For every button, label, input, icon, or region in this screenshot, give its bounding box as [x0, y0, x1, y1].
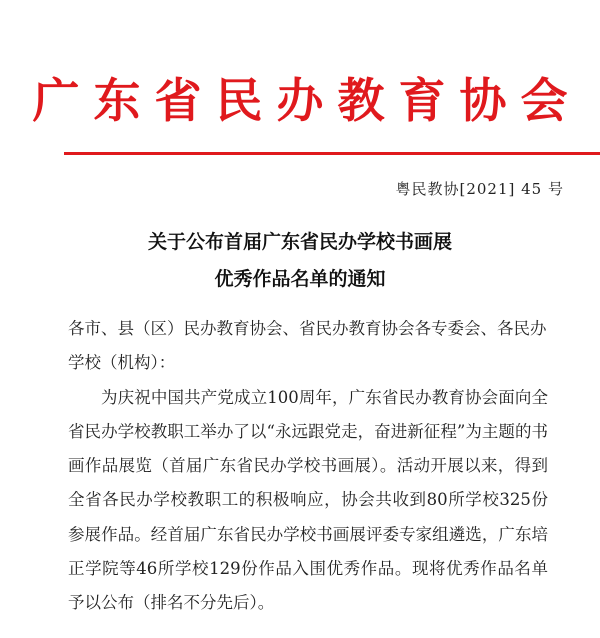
document-title — [0, 224, 600, 298]
letterhead-divider — [64, 152, 600, 155]
body-paragraph: 为庆祝中国共产党成立100周年，广东省民办教育协会面向全省民办学校教职工举办了以“永远跟党走，奋进新征程”为主题的书画作品展览（首届广东省民办学校书画展）。活动开展以来，得到全省各民办学校教职工的积极响应，协会共收到80所学校325份参展作品。经首届广东省民办学校书画展评委专家组遴选，广东培正学院等46所学校129份作品入围优秀作品。现将优秀作品名单予以公布（排名不分先后）。 — [68, 387, 548, 613]
title-line-2: 优秀作品名单的通知 — [214, 268, 386, 290]
document-body — [68, 312, 548, 621]
letterhead-org-name: 广东省民办教育协会 — [32, 74, 582, 129]
salutation: 各市、县（区）民办教育协会、省民办教育协会各专委会、各民办学校（机构）： — [68, 319, 547, 373]
title-line-1: 关于公布首届广东省民办学校书画展 — [147, 231, 452, 253]
document-number: 粤民教协[2021] 45 号 — [395, 180, 564, 198]
